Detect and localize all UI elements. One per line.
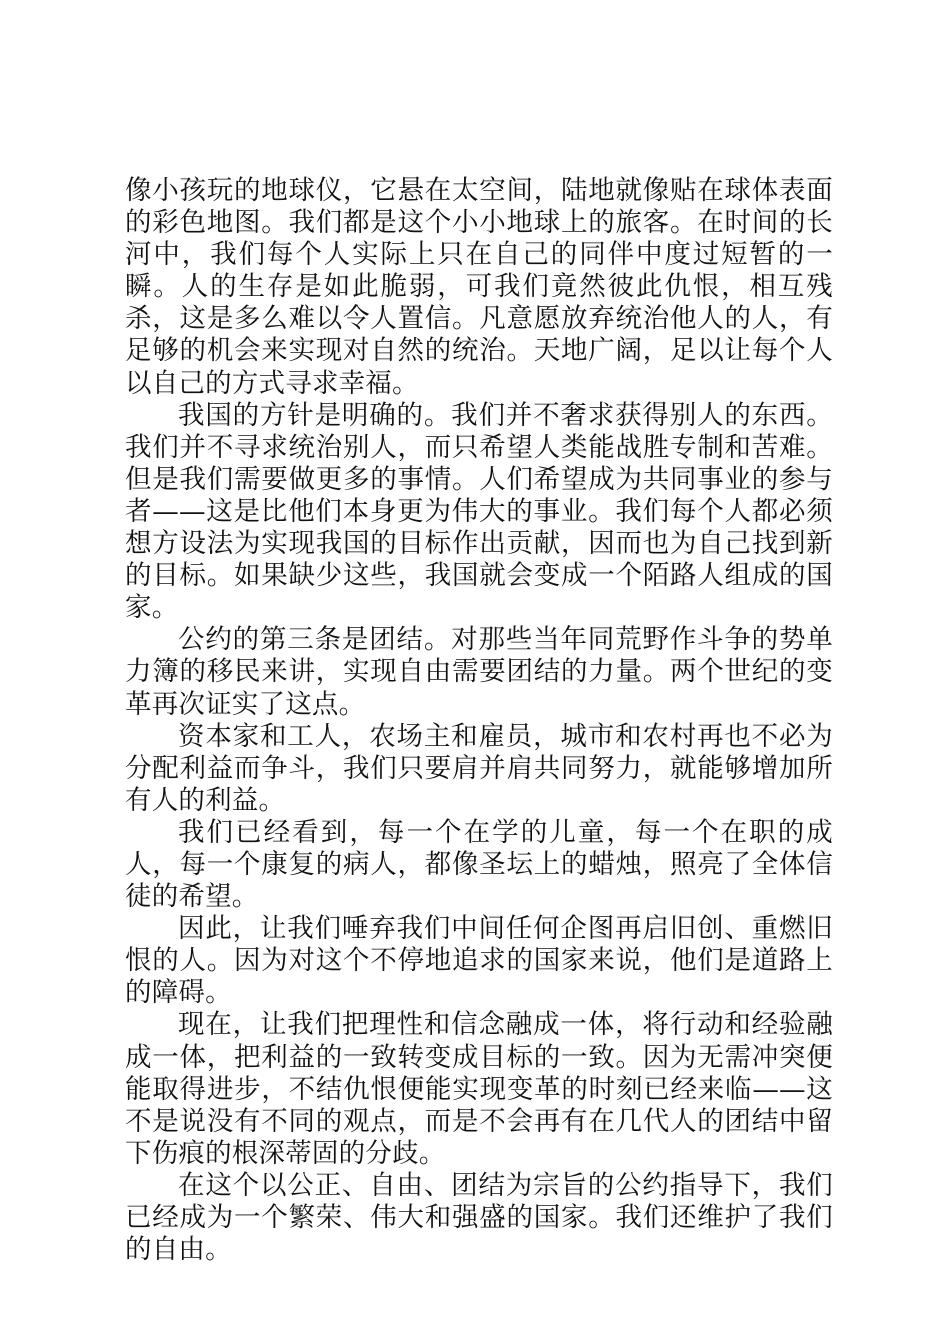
paragraph-1: 像小孩玩的地球仪，它悬在太空间，陆地就像贴在球体表面的彩色地图。我们都是这个小小地球上的旅客。在时间的长河中，我们每个人实际上只在自己的同伴中度过短暂的一瞬。人的生存是如此脆弱，可我们竟然彼此仇恨，相互残杀，这是多么难以令人置信。凡意愿放弃统治他人的人，有足够的机会来实现对自然的统治。天地广阔，足以让每个人以自己的方式寻求幸福。 bbox=[125, 175, 833, 399]
paragraph-7: 现在，让我们把理性和信念融成一体，将行动和经验融成一体，把利益的一致转变成目标的一致。因为无需冲突便能取得进步，不结仇恨便能实现变革的时刻已经来临——这不是说没有不同的观点，而是不会再有在几代人的团结中留下伤痕的根深蒂固的分歧。 bbox=[125, 1009, 833, 1169]
document-body bbox=[125, 175, 833, 1266]
paragraph-3: 公约的第三条是团结。对那些当年同荒野作斗争的势单力簿的移民来讲，实现自由需要团结的力量。两个世纪的变革再次证实了这点。 bbox=[125, 624, 833, 720]
paragraph-2: 我国的方针是明确的。我们并不奢求获得别人的东西。我们并不寻求统治别人，而只希望人类能战胜专制和苦难。但是我们需要做更多的事情。人们希望成为共同事业的参与者——这是比他们本身更为伟大的事业。我们每个人都必须想方设法为实现我国的目标作出贡献，因而也为自己找到新的目标。如果缺少这些，我国就会变成一个陌路人组成的国家。 bbox=[125, 399, 833, 624]
paragraph-5: 我们已经看到，每一个在学的儿童，每一个在职的成人，每一个康复的病人，都像圣坛上的蜡烛，照亮了全体信徒的希望。 bbox=[125, 816, 833, 913]
paragraph-6: 因此，让我们唾弃我们中间任何企图再启旧创、重燃旧恨的人。因为对这个不停地追求的国家来说，他们是道路上的障碍。 bbox=[125, 913, 833, 1009]
paragraph-8: 在这个以公正、自由、团结为宗旨的公约指导下，我们已经成为一个繁荣、伟大和强盛的国家。我们还维护了我们的自由。 bbox=[125, 1169, 833, 1266]
paragraph-4: 资本家和工人，农场主和雇员，城市和农村再也不必为分配利益而争斗，我们只要肩并肩共同努力，就能够增加所有人的利益。 bbox=[125, 720, 833, 816]
